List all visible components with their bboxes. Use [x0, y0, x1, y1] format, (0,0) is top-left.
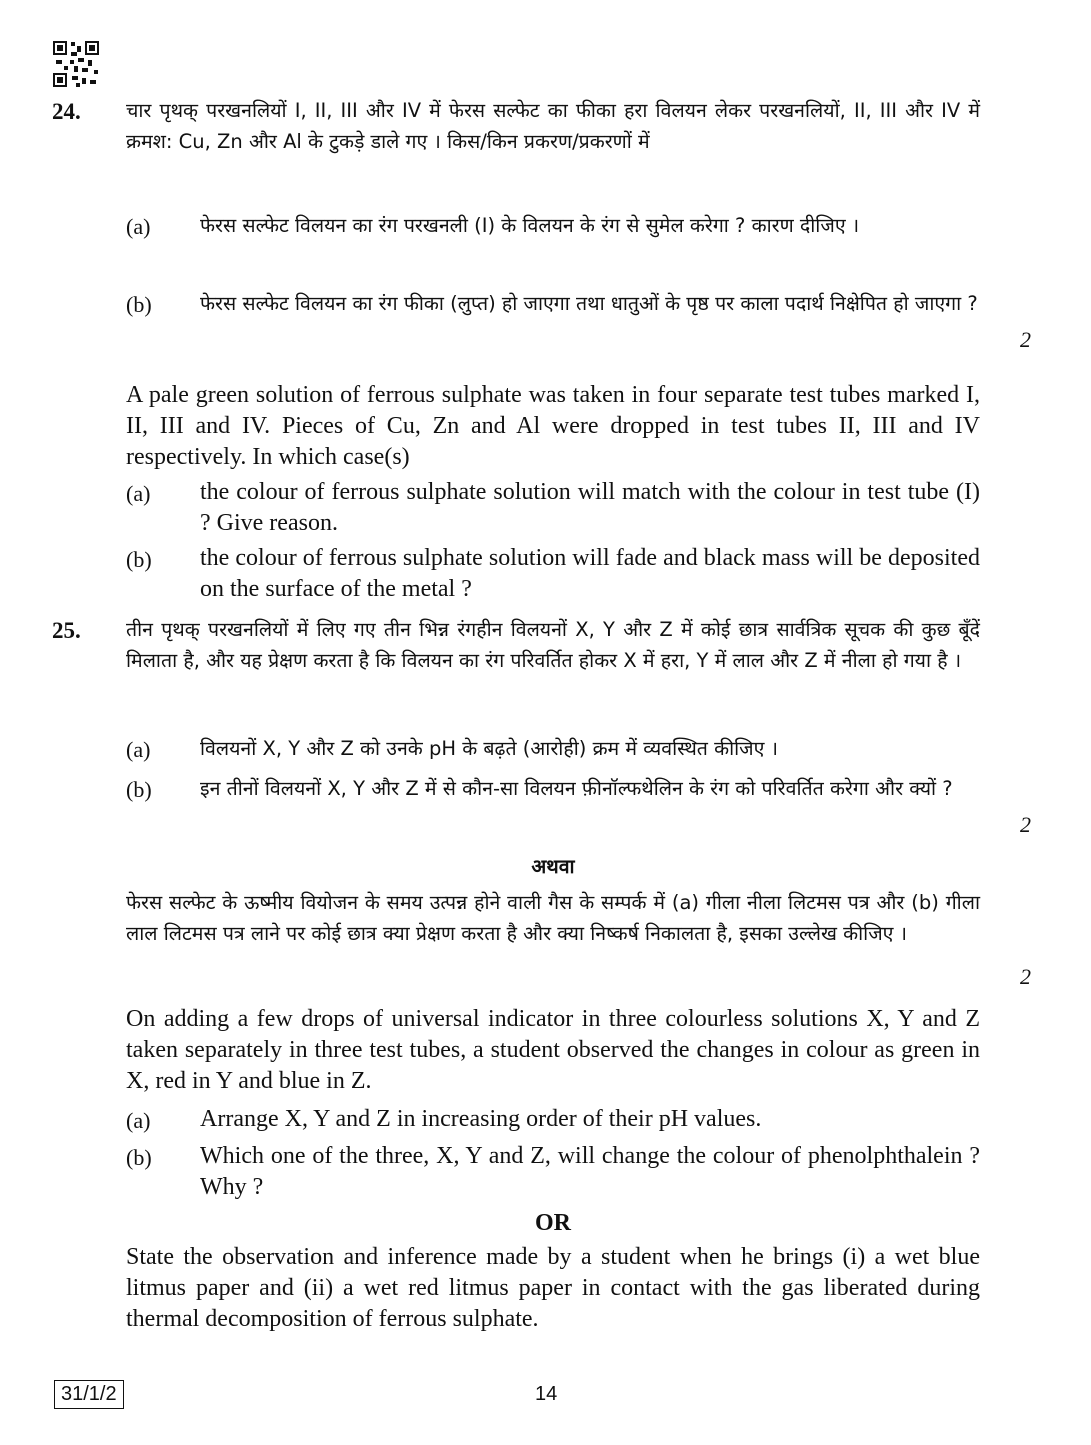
question-24-english-a-label: (a) — [126, 481, 151, 506]
question-24-hindi-intro: चार पृथक् परखनलियों I, II, III और IV में फेरस सल्फेट का फीका हरा विलयन लेकर परखनलियों, II, III और IV में क्रमश: Cu, Zn और Al के टुकड़े डाले गए । किस/किन प्रकरण/प्रकरणों में — [126, 99, 980, 153]
question-25-marks-first: 2 — [1020, 812, 1031, 837]
question-25-english-b-text: Which one of the three, X, Y and Z, will change the colour of phenolphthalein ? Why ? — [200, 1143, 980, 1200]
question-24-english-a-text: the colour of ferrous sulphate solution will match with the colour in test tube (I) ? Give reason. — [200, 479, 980, 536]
question-24-marks: 2 — [1020, 327, 1031, 352]
question-24-number: 24. — [52, 99, 81, 124]
question-25-english-a-text: Arrange X, Y and Z in increasing order of their pH values. — [200, 1106, 762, 1132]
question-25-english-a-label: (a) — [126, 1108, 151, 1133]
qr-code-icon — [52, 40, 100, 88]
question-25-marks-second: 2 — [1020, 964, 1031, 989]
page-number: 14 — [535, 1383, 558, 1405]
question-25-hindi-a-text: विलयनों X, Y और Z को उनके pH के बढ़ते (आरोही) क्रम में व्यवस्थित कीजिए । — [200, 737, 779, 760]
question-24-hindi-b-label: (b) — [126, 292, 152, 317]
question-24-english-b-label: (b) — [126, 547, 152, 572]
question-25-english-alternative: State the observation and inference made by a student when he brings (i) a wet blue litmus paper and (ii) a wet red litmus paper in contact with the gas liberated during thermal decomposition of ferrous sulphate. — [126, 1244, 980, 1332]
question-24-english-b-text: the colour of ferrous sulphate solution will fade and black mass will be deposited on the surface of the metal ? — [200, 545, 980, 602]
question-24-english-intro: A pale green solution of ferrous sulphate was taken in four separate test tubes marked I, II, III and IV. Pieces of Cu, Zn and Al were dropped in test tubes II, III and IV respectively. In which case(s) — [126, 382, 980, 470]
question-25-hindi-a-label: (a) — [126, 737, 151, 762]
question-25-hindi-b-label: (b) — [126, 777, 152, 802]
question-25-english-b-label: (b) — [126, 1145, 152, 1170]
paper-code: 31/1/2 — [54, 1380, 124, 1409]
question-25-hindi-or: अथवा — [531, 855, 575, 878]
question-25-hindi-intro: तीन पृथक् परखनलियों में लिए गए तीन भिन्न रंगहीन विलयनों X, Y और Z में कोई छात्र सार्वत्रिक सूचक की कुछ बूँदें मिलाता है, और यह प्रेक्षण करता है कि विलयन का रंग परिवर्तित होकर X में हरा, Y में लाल और Z में नीला हो गया है । — [126, 618, 980, 672]
question-25-hindi-b-text: इन तीनों विलयनों X, Y और Z में से कौन-सा विलयन फ़ीनॉल्फथेलिन के रंग को परिवर्तित करेगा और क्यों ? — [200, 777, 953, 800]
question-24-hindi-a-label: (a) — [126, 214, 151, 239]
question-25-english-intro: On adding a few drops of universal indicator in three colourless solutions X, Y and Z taken separately in three test tubes, a student observed the changes in colour as green in X, red in Y and blue in Z. — [126, 1006, 980, 1094]
question-25-english-or: OR — [535, 1210, 571, 1236]
question-24-hindi-a-text: फेरस सल्फेट विलयन का रंग परखनली (I) के विलयन के रंग से सुमेल करेगा ? कारण दीजिए । — [200, 214, 860, 237]
question-25-hindi-alternative: फेरस सल्फेट के ऊष्मीय वियोजन के समय उत्पन्न होने वाली गैस के सम्पर्क में (a) गीला नीला लिटमस पत्र और (b) गीला लाल लिटमस पत्र लाने पर कोई छात्र क्या प्रेक्षण करता है और क्या निष्कर्ष निकालता है, इसका उल्लेख कीजिए । — [126, 891, 980, 945]
question-25-number: 25. — [52, 618, 81, 643]
question-24-hindi-b-text: फेरस सल्फेट विलयन का रंग फीका (लुप्त) हो जाएगा तथा धातुओं के पृष्ठ पर काला पदार्थ निक्षेपित हो जाएगा ? — [200, 292, 978, 315]
